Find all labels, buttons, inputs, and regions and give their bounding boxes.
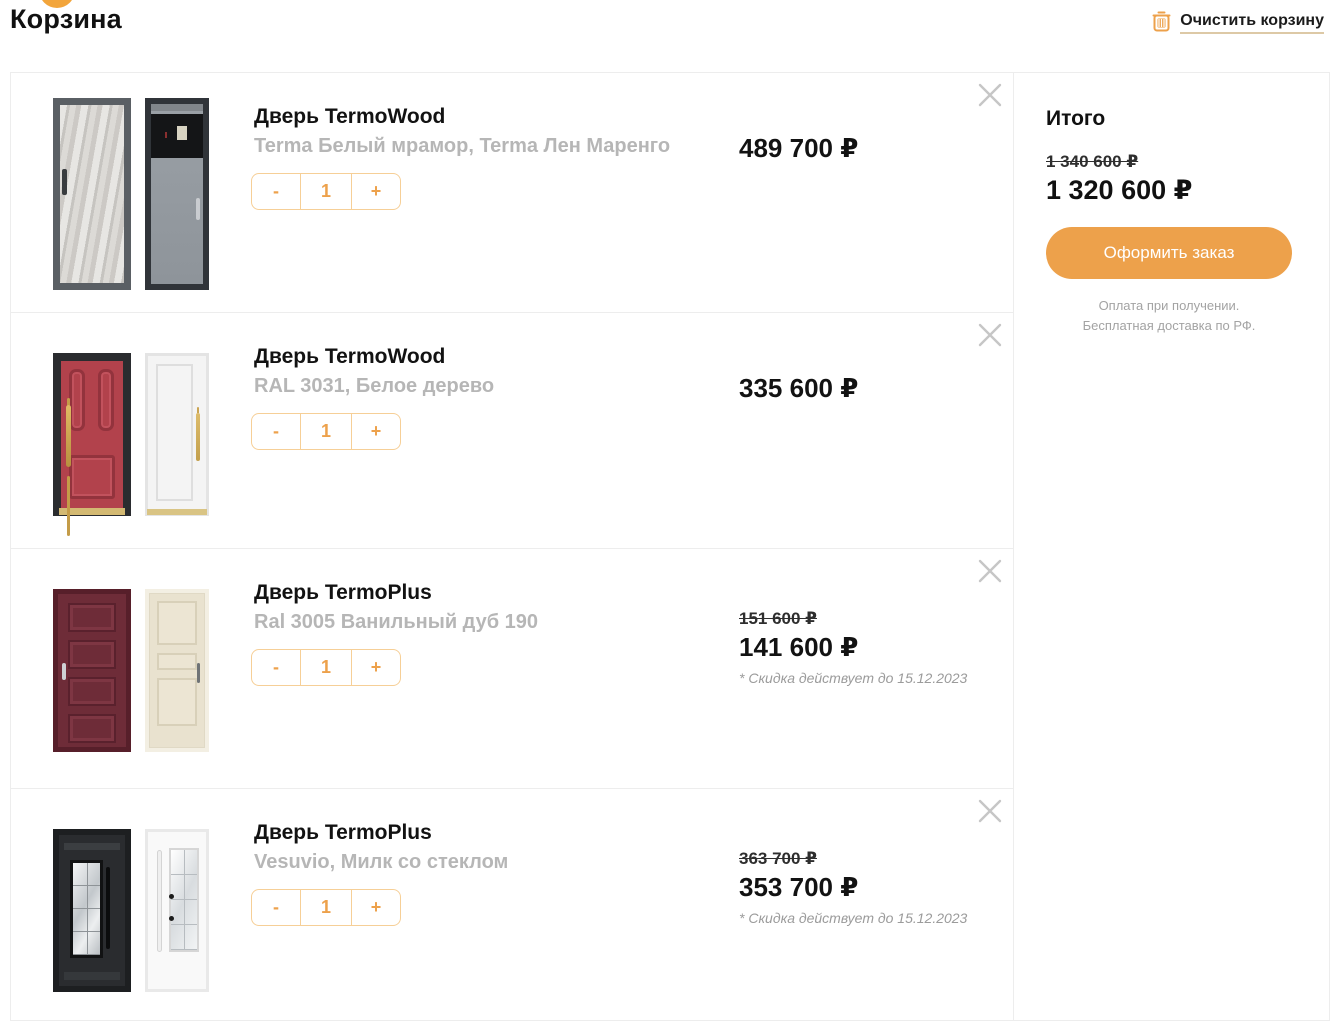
door-handle: [66, 405, 71, 467]
trash-icon: [1152, 10, 1171, 35]
payment-note: [1046, 296, 1292, 336]
item-price: 489 700 ₽: [739, 133, 859, 163]
quantity-stepper: [251, 413, 401, 450]
payment-note-line1: Оплата при получении.: [1098, 298, 1240, 313]
door-image-left: [53, 353, 131, 516]
door-handle: [196, 413, 200, 461]
increase-qty-button[interactable]: +: [352, 174, 400, 209]
quantity-stepper: [251, 649, 401, 686]
item-price: 353 700 ₽: [739, 872, 859, 902]
product-image[interactable]: [53, 98, 209, 290]
product-image[interactable]: [53, 589, 209, 752]
item-subtitle: Terma Белый мрамор, Terma Лен Маренго: [254, 135, 671, 157]
payment-note-line2: Бесплатная доставка по РФ.: [1082, 318, 1256, 334]
cart-panel: [10, 72, 1330, 1021]
door-image-right: [145, 589, 209, 752]
item-title[interactable]: Дверь TermoPlus: [254, 581, 432, 604]
door-handle: [197, 663, 200, 683]
door-panel: [68, 714, 116, 743]
increase-qty-button[interactable]: +: [352, 650, 400, 685]
door-handle: [157, 850, 162, 952]
door-image-right: [145, 829, 209, 992]
quantity-value[interactable]: 1: [300, 650, 352, 685]
discount-note: * Скидка действует до 15.12.2023: [739, 670, 968, 686]
item-title[interactable]: Дверь TermoWood: [254, 345, 446, 368]
summary-old-total: 1 340 600 ₽: [1046, 152, 1139, 171]
door-image-left: [53, 98, 131, 290]
quantity-value[interactable]: 1: [300, 890, 352, 925]
door-locks: [169, 894, 174, 899]
product-image[interactable]: [53, 829, 209, 992]
product-image[interactable]: [53, 353, 209, 516]
item-title[interactable]: Дверь TermoPlus: [254, 821, 432, 844]
cart-item-row: [11, 73, 1013, 313]
price-block: [739, 849, 989, 926]
summary-heading: Итого: [1046, 107, 1106, 130]
remove-item-button[interactable]: [976, 321, 1004, 349]
item-subtitle: RAL 3031, Белое дерево: [254, 375, 495, 397]
discount-note: * Скидка действует до 15.12.2023: [739, 910, 968, 926]
close-x-icon: [976, 797, 1004, 825]
item-subtitle: Ral 3005 Ванильный дуб 190: [254, 611, 539, 633]
item-subtitle: Vesuvio, Милк со стеклом: [254, 851, 509, 873]
door-panel: [69, 455, 115, 499]
close-x-icon: [976, 321, 1004, 349]
remove-item-button[interactable]: [976, 557, 1004, 585]
door-panel: [69, 369, 85, 431]
door-handle: [106, 867, 110, 949]
item-old-price: 151 600 ₽: [739, 609, 818, 628]
increase-qty-button[interactable]: +: [352, 890, 400, 925]
page-title: Корзина: [10, 4, 122, 34]
remove-item-button[interactable]: [976, 81, 1004, 109]
quantity-value[interactable]: 1: [300, 174, 352, 209]
summary-total: 1 320 600 ₽: [1046, 175, 1193, 205]
cart-item-row: [11, 549, 1013, 789]
door-glass-window: [70, 860, 103, 958]
decrease-qty-button[interactable]: -: [252, 890, 300, 925]
door-panel: [151, 114, 203, 158]
door-panel: [157, 678, 197, 726]
door-glass-window: [169, 848, 199, 952]
door-panel: [98, 369, 114, 431]
door-handle: [196, 198, 200, 220]
item-old-price: 363 700 ₽: [739, 849, 818, 868]
cart-items-list: [11, 73, 1014, 1020]
clear-cart-label: Очистить корзину: [1180, 12, 1324, 34]
price-block: [739, 609, 989, 686]
close-x-icon: [976, 557, 1004, 585]
quantity-stepper: [251, 173, 401, 210]
decrease-qty-button[interactable]: -: [252, 414, 300, 449]
door-handle: [62, 663, 66, 680]
door-image-left: [53, 589, 131, 752]
door-image-left: [53, 829, 131, 992]
remove-item-button[interactable]: [976, 797, 1004, 825]
door-handle: [62, 169, 67, 195]
close-x-icon: [976, 81, 1004, 109]
door-panel: [157, 653, 197, 670]
checkout-button[interactable]: Оформить заказ: [1046, 227, 1292, 279]
door-image-right: [145, 98, 209, 290]
door-panel: [157, 601, 197, 645]
decrease-qty-button[interactable]: -: [252, 650, 300, 685]
item-price: 335 600 ₽: [739, 373, 859, 403]
item-price: 141 600 ₽: [739, 632, 859, 662]
quantity-stepper: [251, 889, 401, 926]
decrease-qty-button[interactable]: -: [252, 174, 300, 209]
quantity-value[interactable]: 1: [300, 414, 352, 449]
price-block: [739, 133, 989, 164]
door-panel: [68, 677, 116, 706]
door-sill: [59, 508, 125, 515]
cart-item-row: [11, 313, 1013, 549]
price-block: [739, 373, 989, 404]
door-image-right: [145, 353, 209, 516]
order-summary: [1014, 73, 1329, 1020]
door-panel: [68, 640, 116, 669]
item-title[interactable]: Дверь TermoWood: [254, 105, 446, 128]
door-panel: [68, 603, 116, 632]
clear-cart-button[interactable]: [1152, 10, 1324, 35]
increase-qty-button[interactable]: +: [352, 414, 400, 449]
cart-item-row: [11, 789, 1013, 1020]
